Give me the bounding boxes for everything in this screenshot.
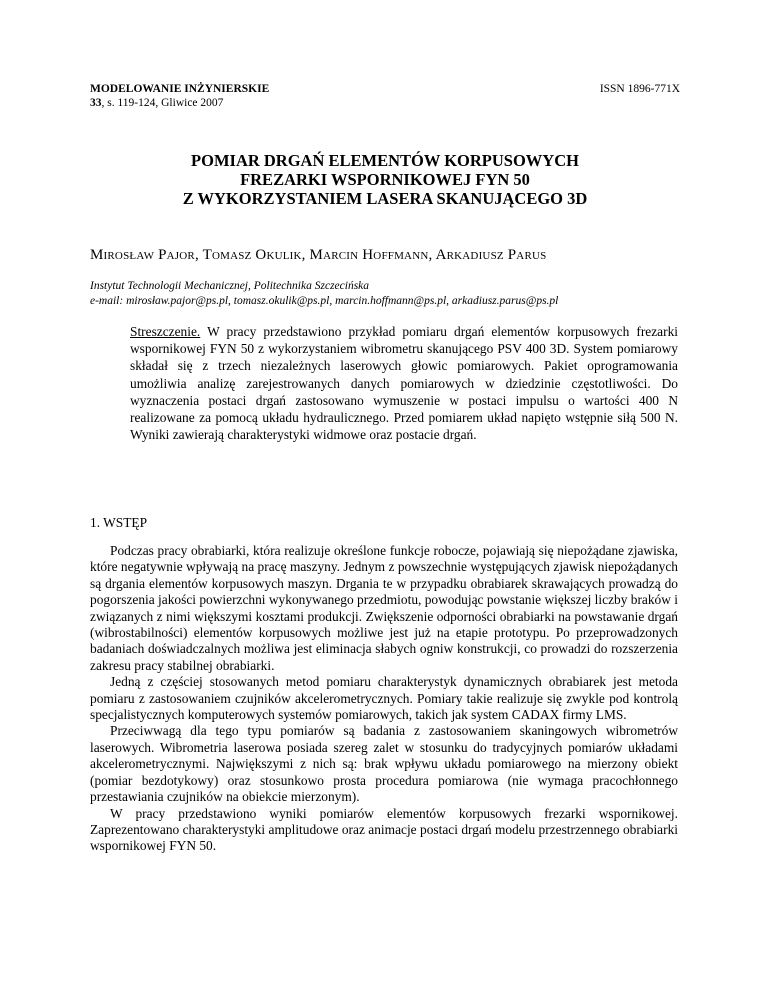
journal-citation: [90, 96, 269, 110]
title-line-2: FREZARKI WSPORNIKOWEJ FYN 50: [240, 170, 530, 189]
abstract-text: W pracy przedstawiono przykład pomiaru drgań elementów korpusowych frezarki wspornikowej FYN 50 z wykorzystaniem wibrometru skanującego PSV 400 3D. System pomiarowy składał się z trzech niezależnych laserowych głowic pomiarowych. Pakiet oprogramowania umożliwia analizę zarejestrowanych danych pomiarowych w dziedzinie częstotliwości. Do wyznaczenia postaci drgań zastosowano wymuszenie w postaci impulsu o wartości 400 N realizowane za pomocą układu hydraulicznego. Przed pomiarem układ napięto wstępnie siłą 500 N. Wyniki zawierają charakterystyki widmowe oraz postacie drgań.: [130, 324, 678, 443]
affiliation: [90, 279, 558, 309]
paper-title: [90, 151, 680, 208]
journal-pages: , s. 119-124, Gliwice 2007: [101, 97, 224, 109]
institute: Instytut Technologii Mechanicznej, Politechnika Szczecińska: [90, 280, 370, 292]
paragraph: W pracy przedstawiono wyniki pomiarów elementów korpusowych frezarki wspornikowej. Zaprezentowano charakterystyki amplitudowe oraz animacje postaci drgań modelu przestrzennego obrabiarki wspornikowej FYN 50.: [90, 805, 678, 854]
title-line-1: POMIAR DRGAŃ ELEMENTÓW KORPUSOWYCH: [191, 151, 579, 170]
paragraph: Jedną z częściej stosowanych metod pomiaru charakterystyk dynamicznych obrabiarek jest metoda pomiaru z zastosowaniem czujników akcelerometrycznych. Pomiary takie realizuje się zwykle pod kontrolą specjalistycznych komputerowych systemów pomiarowych, takich jak system CADAX firmy LMS.: [90, 674, 678, 723]
journal-name: MODELOWANIE INŻYNIERSKIE: [90, 83, 270, 95]
body-text: [90, 543, 678, 855]
authors: [90, 247, 546, 264]
abstract: [130, 323, 678, 443]
issn: ISSN 1896-771X: [599, 83, 680, 95]
section-heading: 1. WSTĘP: [90, 515, 148, 530]
author-list: Mirosław Pajor, Tomasz Okulik, Marcin Hoffmann, Arkadiusz Parus: [90, 247, 547, 263]
abstract-label: Streszczenie.: [130, 324, 201, 339]
paragraph: Przeciwwagą dla tego typu pomiarów są badania z zastosowaniem skaningowych wibrometrów laserowych. Wibrometria laserowa posiada szereg zalet w stosunku do tradycyjnych pomiarów układami akcelerometrycznymi. Największymi z nich są: brak wpływu układu pomiarowego na mierzony obiekt (pomiar bezdotykowy) oraz stosunkowo prosta procedura pomiarowa (nie wymaga pracochłonnego przestawiania czujników na obiekcie mierzonym).: [90, 723, 678, 805]
paragraph: Podczas pracy obrabiarki, która realizuje określone funkcje robocze, pojawiają się niepożądane zjawiska, które negatywnie wpływają na pracę maszyny. Jednym z powszechnie występujących zjawisk niepożądanych są drgania elementów korpusowych maszyn. Drgania te w przypadku obrabiarek skrawających prowadzą do pogorszenia jakości powierzchni wykonywanego przedmiotu, powodując powstanie większej liczby braków i związanych z nimi większymi kosztami produkcji. Zwiększenie odporności obrabiarki na powstawanie drgań (wibrostabilności) elementów korpusowych możliwe jest już na etapie prototypu. Po przeprowadzonych badaniach doświadczalnych możliwa jest eliminacja słabych ogniw konstrukcji, co prowadzi do rozszerzenia zakresu pracy stabilnej obrabiarki.: [90, 543, 678, 673]
journal-volume: 33: [90, 97, 102, 109]
journal-header: [90, 82, 269, 110]
title-line-3: Z WYKORZYSTANIEM LASERA SKANUJĄCEGO 3D: [182, 189, 588, 208]
emails: e-mail: mirosław.pajor@ps.pl, tomasz.okulik@ps.pl, marcin.hoffmann@ps.pl, arkadiusz.parus@ps.pl: [90, 295, 559, 307]
